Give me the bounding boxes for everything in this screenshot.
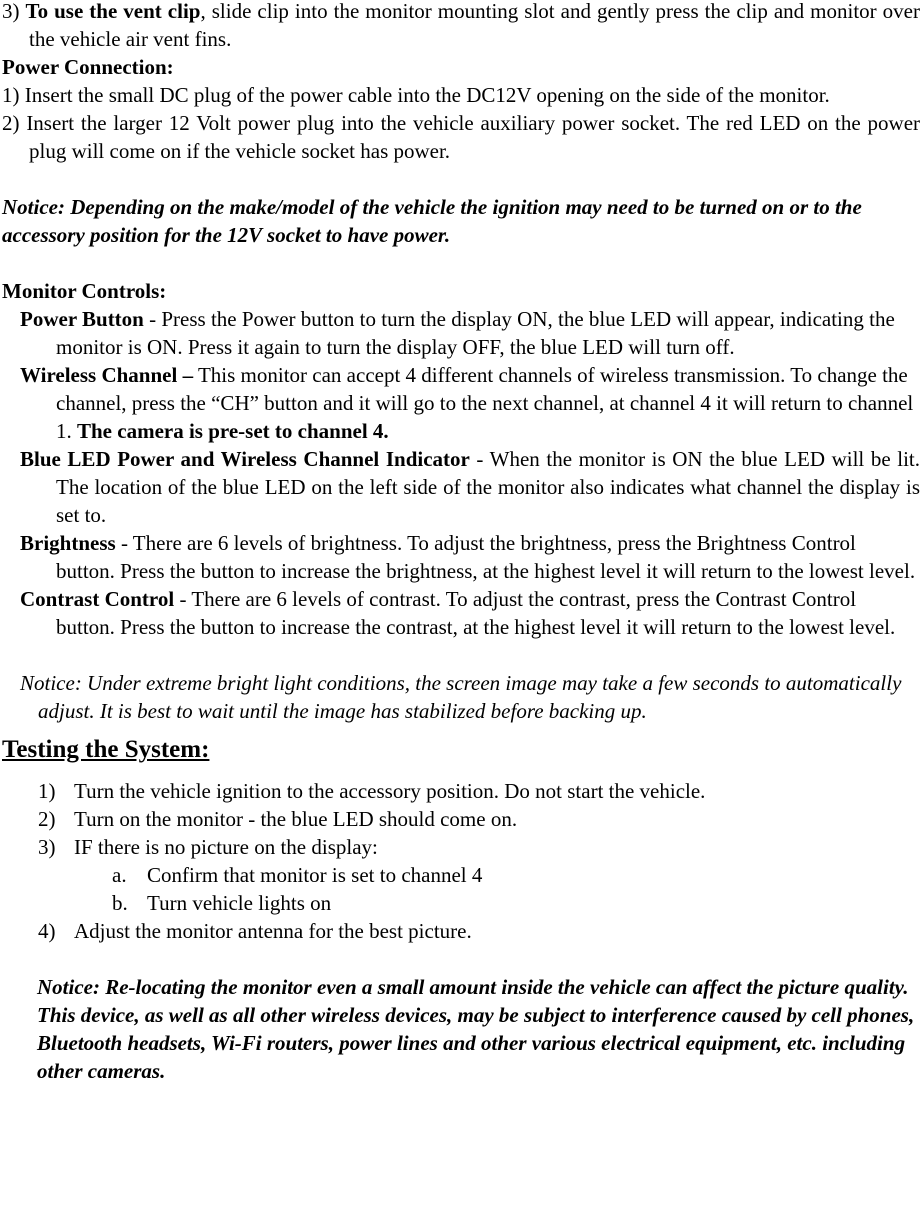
step-number: 2): [38, 807, 56, 831]
list-item: [2, 917, 920, 945]
step-text: Turn on the monitor - the blue LED should come on.: [74, 807, 518, 831]
list-item: [2, 889, 920, 917]
vent-clip-text: , slide clip into the monitor mounting slot and gently press the clip and monitor over the vehicle air vent fins.: [29, 0, 920, 51]
substep-text: Confirm that monitor is set to channel 4: [147, 863, 483, 887]
vent-clip-step: [2, 0, 920, 53]
control-title: Power Button: [20, 307, 144, 331]
contrast-desc: [2, 585, 920, 641]
step-number: 1): [38, 779, 56, 803]
control-bold-tail: The camera is pre-set to channel 4.: [77, 419, 389, 443]
control-title: Contrast Control: [20, 587, 175, 611]
document-page: [2, 0, 920, 1085]
power-step-2: [2, 109, 920, 165]
step-number: 3): [38, 835, 56, 859]
control-text: - When the monitor is ON the blue LED will be lit. The location of the blue LED on the left side of the monitor also indicates what channel the display is set to.: [56, 447, 920, 527]
list-item: [2, 805, 920, 833]
brightness-desc: [2, 529, 920, 585]
relocation-notice: [2, 973, 920, 1085]
list-item: [2, 833, 920, 861]
control-text: - There are 6 levels of contrast. To adjust the contrast, press the Contrast Control button. Press the button to increase the contrast, at the highest level it will return to the lowest level.: [56, 587, 896, 639]
step-text: IF there is no picture on the display:: [74, 835, 378, 859]
step-text: Insert the larger 12 Volt power plug into the vehicle auxiliary power socket. The red LED on the power plug will come on if the vehicle socket has power.: [26, 111, 921, 163]
substep-letter: b.: [112, 891, 128, 915]
testing-heading: [2, 735, 920, 765]
brightness-notice: [2, 669, 920, 725]
step-number: 4): [38, 919, 56, 943]
spacer: [2, 165, 920, 193]
spacer: [2, 641, 920, 669]
list-item: [2, 777, 920, 805]
control-title: Brightness: [20, 531, 116, 555]
step-text: Turn the vehicle ignition to the accessory position. Do not start the vehicle.: [74, 779, 706, 803]
wireless-channel-desc: [2, 361, 920, 445]
power-button-desc: [2, 305, 920, 361]
testing-heading-text: Testing the System:: [2, 736, 210, 763]
power-connection-heading-text: Power Connection:: [2, 55, 174, 79]
control-text: - There are 6 levels of brightness. To adjust the brightness, press the Brightness Control button. Press the button to increase the brightness, at the highest level it will return to the lowest level.: [56, 531, 916, 583]
blue-led-desc: [2, 445, 920, 529]
vent-clip-title: To use the vent clip: [25, 0, 201, 23]
monitor-controls-heading-text: Monitor Controls:: [2, 279, 167, 303]
relocation-notice-text: Notice: Re-locating the monitor even a small amount inside the vehicle can affect the picture quality. This device, as well as all other wireless devices, may be subject to interference caused by cell phones, Bluetooth headsets, Wi-Fi routers, power lines and other various electrical equipment, etc. including other cameras.: [37, 975, 915, 1083]
spacer: [2, 945, 920, 973]
power-notice: [2, 193, 920, 249]
power-notice-text: Notice: Depending on the make/model of the vehicle the ignition may need to be turned on or to the accessory position for the 12V socket to have power.: [2, 195, 862, 247]
step-text: Adjust the monitor antenna for the best picture.: [74, 919, 472, 943]
control-title: Wireless Channel –: [20, 363, 194, 387]
control-text: - Press the Power button to turn the display ON, the blue LED will appear, indicating the monitor is ON. Press it again to turn the display OFF, the blue LED will turn off.: [56, 307, 895, 359]
substep-letter: a.: [112, 863, 127, 887]
control-text: This monitor can accept 4 different channels of wireless transmission. To change the channel, press the “CH” button and it will go to the next channel, at channel 4 it will return to channel 1.: [56, 363, 914, 443]
control-title: Blue LED Power and Wireless Channel Indicator: [20, 447, 470, 471]
brightness-notice-text: Notice: Under extreme bright light conditions, the screen image may take a few seconds to automatically adjust. It is best to wait until the image has stabilized before backing up.: [20, 671, 902, 723]
monitor-controls-heading: [2, 277, 920, 305]
step-number: 1): [2, 83, 20, 107]
step-text: Insert the small DC plug of the power cable into the DC12V opening on the side of the monitor.: [24, 83, 830, 107]
spacer: [2, 249, 920, 277]
power-step-1: [2, 81, 920, 109]
step-number: 3): [2, 0, 20, 23]
step-number: 2): [2, 111, 20, 135]
power-connection-heading: [2, 53, 920, 81]
substep-text: Turn vehicle lights on: [147, 891, 332, 915]
list-item: [2, 861, 920, 889]
testing-steps: [2, 777, 920, 945]
